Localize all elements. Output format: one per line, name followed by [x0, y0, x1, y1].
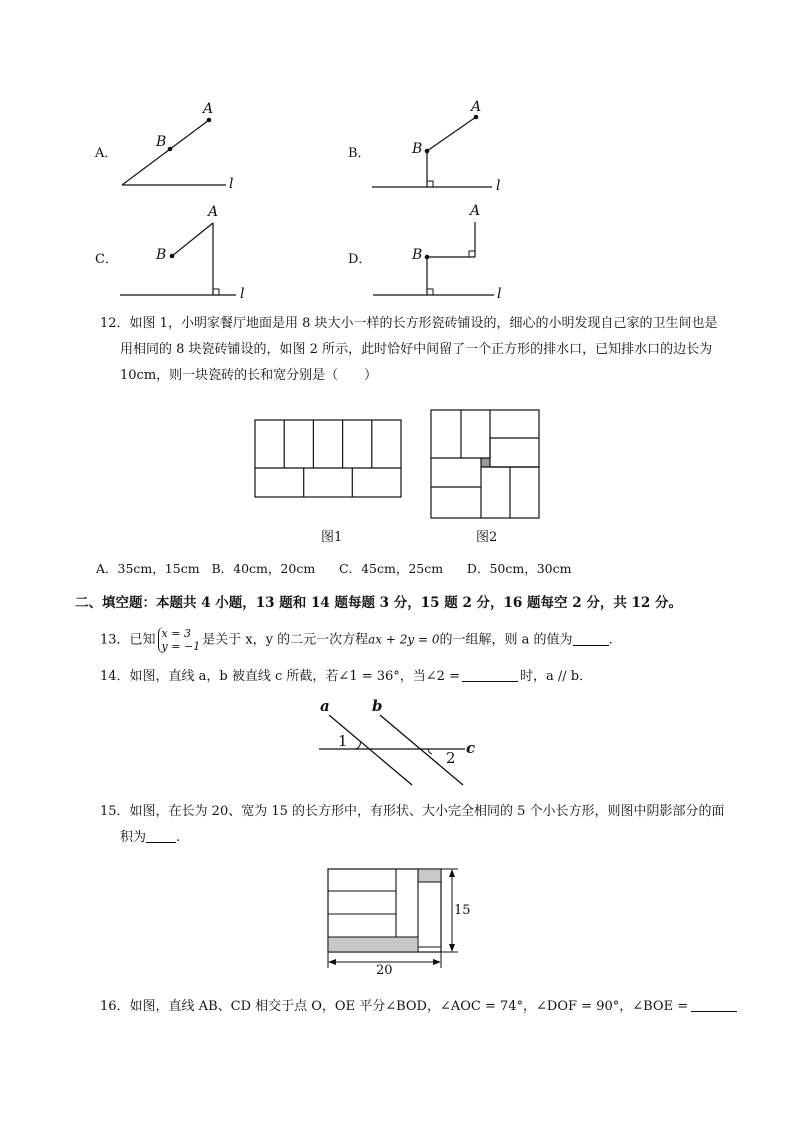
dimension-width-label: 20 — [376, 963, 393, 978]
point-label-a: A — [470, 203, 481, 219]
line-label-l: l — [229, 176, 234, 192]
line-label-b: b — [372, 697, 383, 715]
q13-prefix: 13．已知 — [100, 632, 156, 648]
dimension-height-label: 15 — [454, 903, 471, 918]
answer-blank[interactable] — [691, 997, 737, 1012]
point-label-a: A — [208, 204, 219, 220]
angle-label-1: 1 — [338, 732, 348, 750]
line-label-l: l — [497, 286, 502, 302]
line-label-c: c — [466, 739, 476, 757]
option-label: A． — [95, 146, 118, 161]
q14-text-b: 时，a // b． — [519, 669, 593, 684]
q15-line-2-end: . — [176, 830, 181, 845]
q15-line-2: 积为 — [120, 830, 147, 845]
point-label-a: A — [471, 99, 482, 115]
q16-text: 16．如图，直线 AB、CD 相交于点 O，OE 平分∠BOD，∠AOC = 74°，∠DOF = 90°，∠BOE = — [100, 999, 689, 1014]
point-label-a: A — [203, 101, 214, 117]
section-2-heading: 二、填空题：本题共 4 小题，13 题和 14 题每题 3 分，15 题 2 分，16 题每空 2 分，共 12 分。 — [75, 595, 683, 611]
system-eq-1: x = 3 — [161, 627, 191, 640]
point-label-b: B — [156, 247, 167, 263]
q13-end: . — [608, 632, 613, 648]
figure-2-caption: 图2 — [476, 530, 498, 545]
q14-text-a: 14．如图，直线 a，b 被直线 c 所截，若∠1 = 36°，当∠2 = — [100, 669, 460, 684]
option-label: D． — [348, 252, 372, 267]
line-label-l: l — [496, 178, 501, 194]
system-eq-2: y = −1 — [161, 640, 201, 653]
point-label-b: B — [412, 247, 423, 263]
q13-suffix: 的一组解，则 a 的值为 — [439, 632, 573, 648]
point-label-b: B — [412, 141, 423, 157]
q13-middle: 是关于 x，y 的二元一次方程 — [202, 632, 369, 648]
q12-line-2: 用相同的 8 块瓷砖铺设的，如图 2 所示，此时恰好中间留了一个正方形的排水口，已知排水口的边长为 — [120, 342, 713, 357]
option-label: B． — [348, 146, 371, 161]
q13-equation: ax + 2y = 0 — [368, 632, 440, 647]
line-label-a: a — [320, 697, 330, 715]
q12-options: A．35cm，15cm B．40cm，20cm C．45cm，25cm D．50cm，30cm — [96, 561, 572, 576]
point-label-b: B — [156, 134, 167, 150]
angle-label-2: 2 — [446, 749, 456, 767]
figure-1-caption: 图1 — [321, 530, 343, 545]
q12-line-1: 12．如图 1，小明家餐厅地面是用 8 块大小一样的长方形瓷砖铺设的，细心的小明发现自己家的卫生间也是 — [100, 316, 718, 331]
q12-line-3: 10cm，则一块瓷砖的长和宽分别是（ ） — [120, 368, 378, 383]
question-16 — [100, 995, 737, 1014]
option-label: C． — [95, 252, 118, 267]
q15-line-1: 15．如图，在长为 20、宽为 15 的长方形中，有形状、大小完全相同的 5 个小长方形，则图中阴影部分的面 — [100, 804, 725, 819]
line-label-l: l — [240, 286, 245, 302]
